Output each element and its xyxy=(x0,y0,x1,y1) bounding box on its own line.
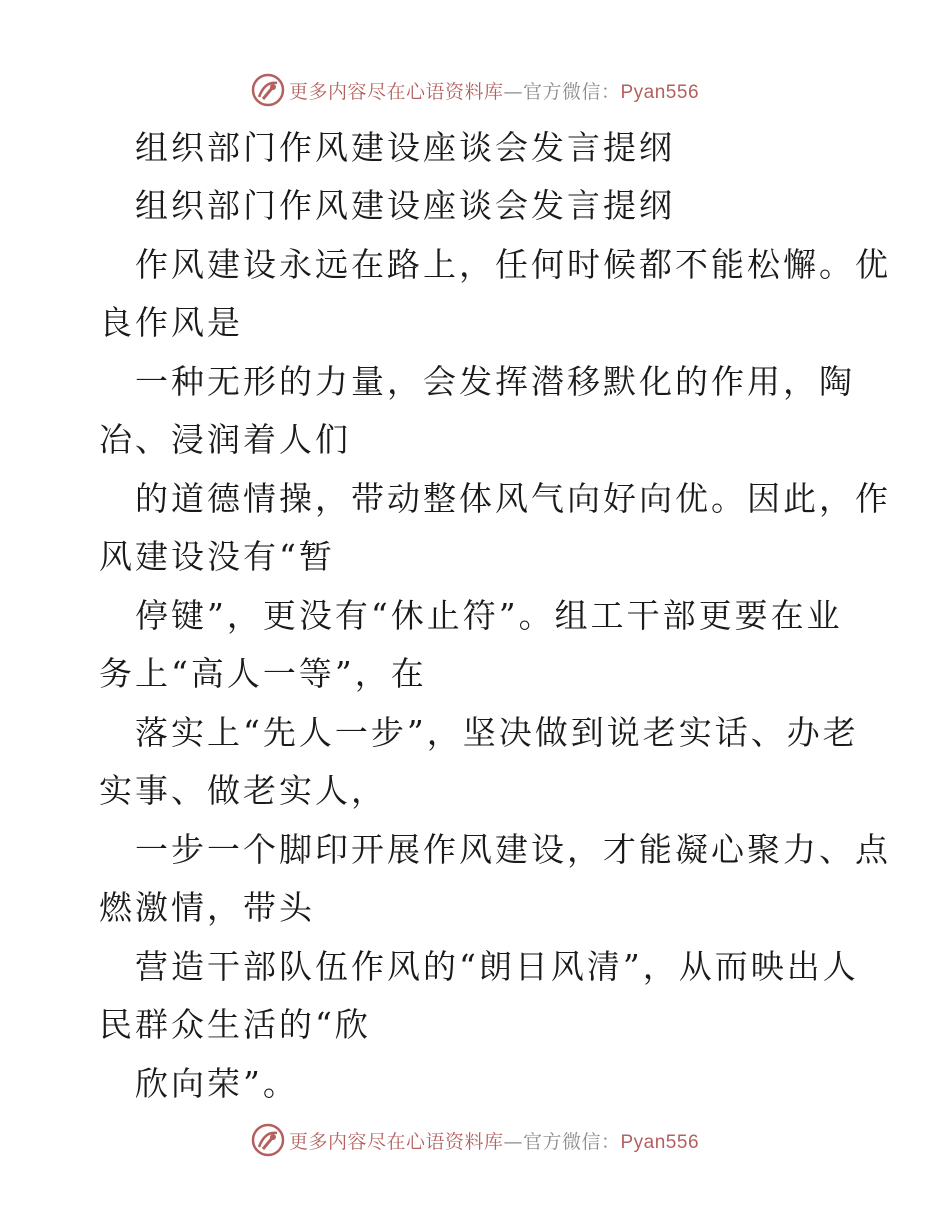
doc-text-line: 作风建设永远在路上，任何时候都不能松懈。优 xyxy=(135,245,891,284)
doc-text-line: 良作风是 xyxy=(99,303,243,342)
brand-logo-icon xyxy=(251,1123,285,1157)
footer-banner xyxy=(0,1120,950,1160)
doc-text-line: 燃激情，带头 xyxy=(99,888,315,927)
doc-text-line: 冶、浸润着人们 xyxy=(99,420,351,459)
doc-text-line: 风建设没有“暂 xyxy=(99,537,335,576)
doc-text-line: 务上“高人一等”，在 xyxy=(99,654,427,693)
banner-wechat-label: 官方微信： xyxy=(522,1130,621,1153)
banner-wechat-id: Pyan556 xyxy=(620,1131,700,1153)
banner-wechat-label: 官方微信： xyxy=(522,80,621,103)
doc-text-line: 停键”，更没有“休止符”。组工干部更要在业 xyxy=(135,596,843,635)
doc-text-line: 一种无形的力量，会发挥潜移默化的作用，陶 xyxy=(135,362,855,401)
header-banner xyxy=(0,70,950,110)
banner-brand-text: 更多内容尽在心语资料库 xyxy=(288,1130,504,1153)
doc-text-line: 民群众生活的“欣 xyxy=(99,1005,371,1044)
doc-text-line: 实事、做老实人， xyxy=(99,771,387,810)
doc-title-line: 组织部门作风建设座谈会发言提纲 xyxy=(135,186,675,225)
doc-text-line: 欣向荣”。 xyxy=(135,1064,299,1103)
banner-brand-text: 更多内容尽在心语资料库 xyxy=(288,80,504,103)
banner-wechat-id: Pyan556 xyxy=(620,81,700,103)
doc-text-line: 营造干部队伍作风的“朗日风清”，从而映出人 xyxy=(135,947,859,986)
banner-dash: — xyxy=(503,80,523,103)
brand-logo-icon xyxy=(251,73,285,107)
banner-dash: — xyxy=(503,1130,523,1153)
doc-title-line: 组织部门作风建设座谈会发言提纲 xyxy=(135,128,675,167)
doc-text-line: 落实上“先人一步”，坚决做到说老实话、办老 xyxy=(135,713,859,752)
doc-text-line: 一步一个脚印开展作风建设，才能凝心聚力、点 xyxy=(135,830,891,869)
doc-text-line: 的道德情操，带动整体风气向好向优。因此，作 xyxy=(135,479,891,518)
